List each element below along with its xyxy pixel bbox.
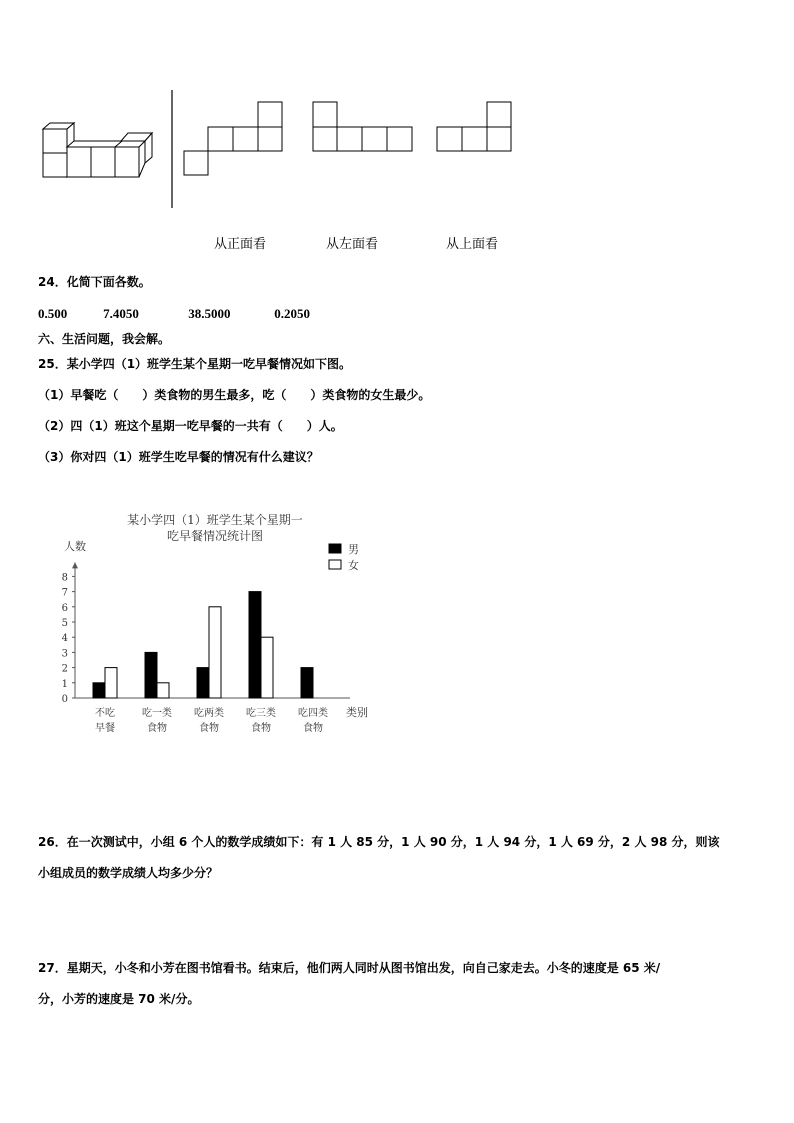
number-item: 7.4050 [103, 306, 139, 321]
front-view [184, 102, 282, 175]
top-view-label: 从上面看 [446, 237, 499, 252]
y-tick-label: 1 [61, 678, 68, 690]
legend-label: 男 [348, 543, 359, 556]
number-item: 0.2050 [274, 306, 311, 321]
bar-female [157, 683, 169, 698]
y-axis-arrow [72, 562, 78, 568]
category-label: 食物 [303, 723, 323, 734]
bar-male [301, 668, 313, 698]
y-tick-label: 8 [61, 572, 68, 584]
legend-label: 女 [348, 559, 359, 572]
chart-title-line2: 吃早餐情况统计图 [166, 529, 264, 543]
bar-male [197, 668, 209, 698]
bar-male [93, 683, 105, 698]
legend-swatch [329, 560, 341, 569]
question-26-line1: 26．在一次测试中，小组 6 个人的数学成绩如下：有 1 人 85 分，1 人 90 分，1 人 94 分，1 人 69 分，2 人 98 分，则该 [38, 835, 720, 849]
bar-female [209, 607, 221, 698]
category-label: 吃一类 [142, 708, 172, 719]
y-tick-label: 5 [61, 618, 68, 629]
y-tick-label: 0 [61, 694, 68, 705]
cube-views-figure [0, 0, 794, 215]
cube-solid-figure [43, 123, 152, 177]
category-label: 吃两类 [194, 708, 224, 719]
left-view-label: 从左面看 [326, 237, 379, 252]
top-view [437, 102, 511, 151]
question-26-line2: 小组成员的数学成绩人均多少分？ [38, 866, 219, 880]
bar-male [145, 652, 157, 698]
section-6-title: 六、生活问题，我会解。 [38, 332, 171, 346]
front-view-label: 从正面看 [214, 237, 267, 252]
y-axis-label: 人数 [64, 540, 86, 553]
category-label: 食物 [251, 723, 271, 734]
y-tick-label: 4 [61, 633, 68, 645]
number-item: 38.5000 [188, 306, 231, 321]
question-25-prompt: 25．某小学四（1）班学生某个星期一吃早餐情况如下图。 [38, 357, 352, 371]
category-label: 食物 [147, 723, 167, 734]
breakfast-bar-chart [50, 500, 380, 770]
x-axis-label: 类别 [346, 706, 368, 719]
question-24-numbers [38, 303, 334, 322]
question-25-sub1: （1）早餐吃（ ）类食物的男生最多，吃（ ）类食物的女生最少。 [38, 388, 431, 402]
category-label: 不吃 [95, 708, 115, 719]
y-tick-label: 3 [61, 648, 68, 660]
question-24-prompt: 24．化简下面各数。 [38, 275, 151, 289]
bar-male [249, 592, 261, 698]
category-label: 食物 [199, 723, 219, 734]
left-view [313, 102, 412, 151]
bar-female [261, 637, 273, 698]
number-item: 0.500 [38, 306, 68, 321]
question-27-line1: 27．星期天，小冬和小芳在图书馆看书。结束后，他们两人同时从图书馆出发，向自己家走去。小冬的速度是 65 米/ [38, 961, 661, 975]
y-tick-label: 7 [61, 587, 68, 599]
legend-swatch [329, 544, 341, 553]
question-25-sub2: （2）四（1）班这个星期一吃早餐的一共有（ ）人。 [38, 419, 343, 433]
category-label: 早餐 [95, 723, 115, 734]
question-27-line2: 分，小芳的速度是 70 米/分。 [38, 992, 200, 1006]
y-tick-label: 6 [61, 602, 68, 614]
category-label: 吃四类 [298, 708, 328, 719]
chart-title-line1: 某小学四（1）班学生某个星期一 [127, 513, 303, 527]
y-tick-label: 2 [61, 663, 68, 675]
bar-female [105, 668, 117, 698]
category-label: 吃三类 [246, 708, 276, 719]
question-25-sub3: （3）你对四（1）班学生吃早餐的情况有什么建议？ [38, 450, 319, 464]
